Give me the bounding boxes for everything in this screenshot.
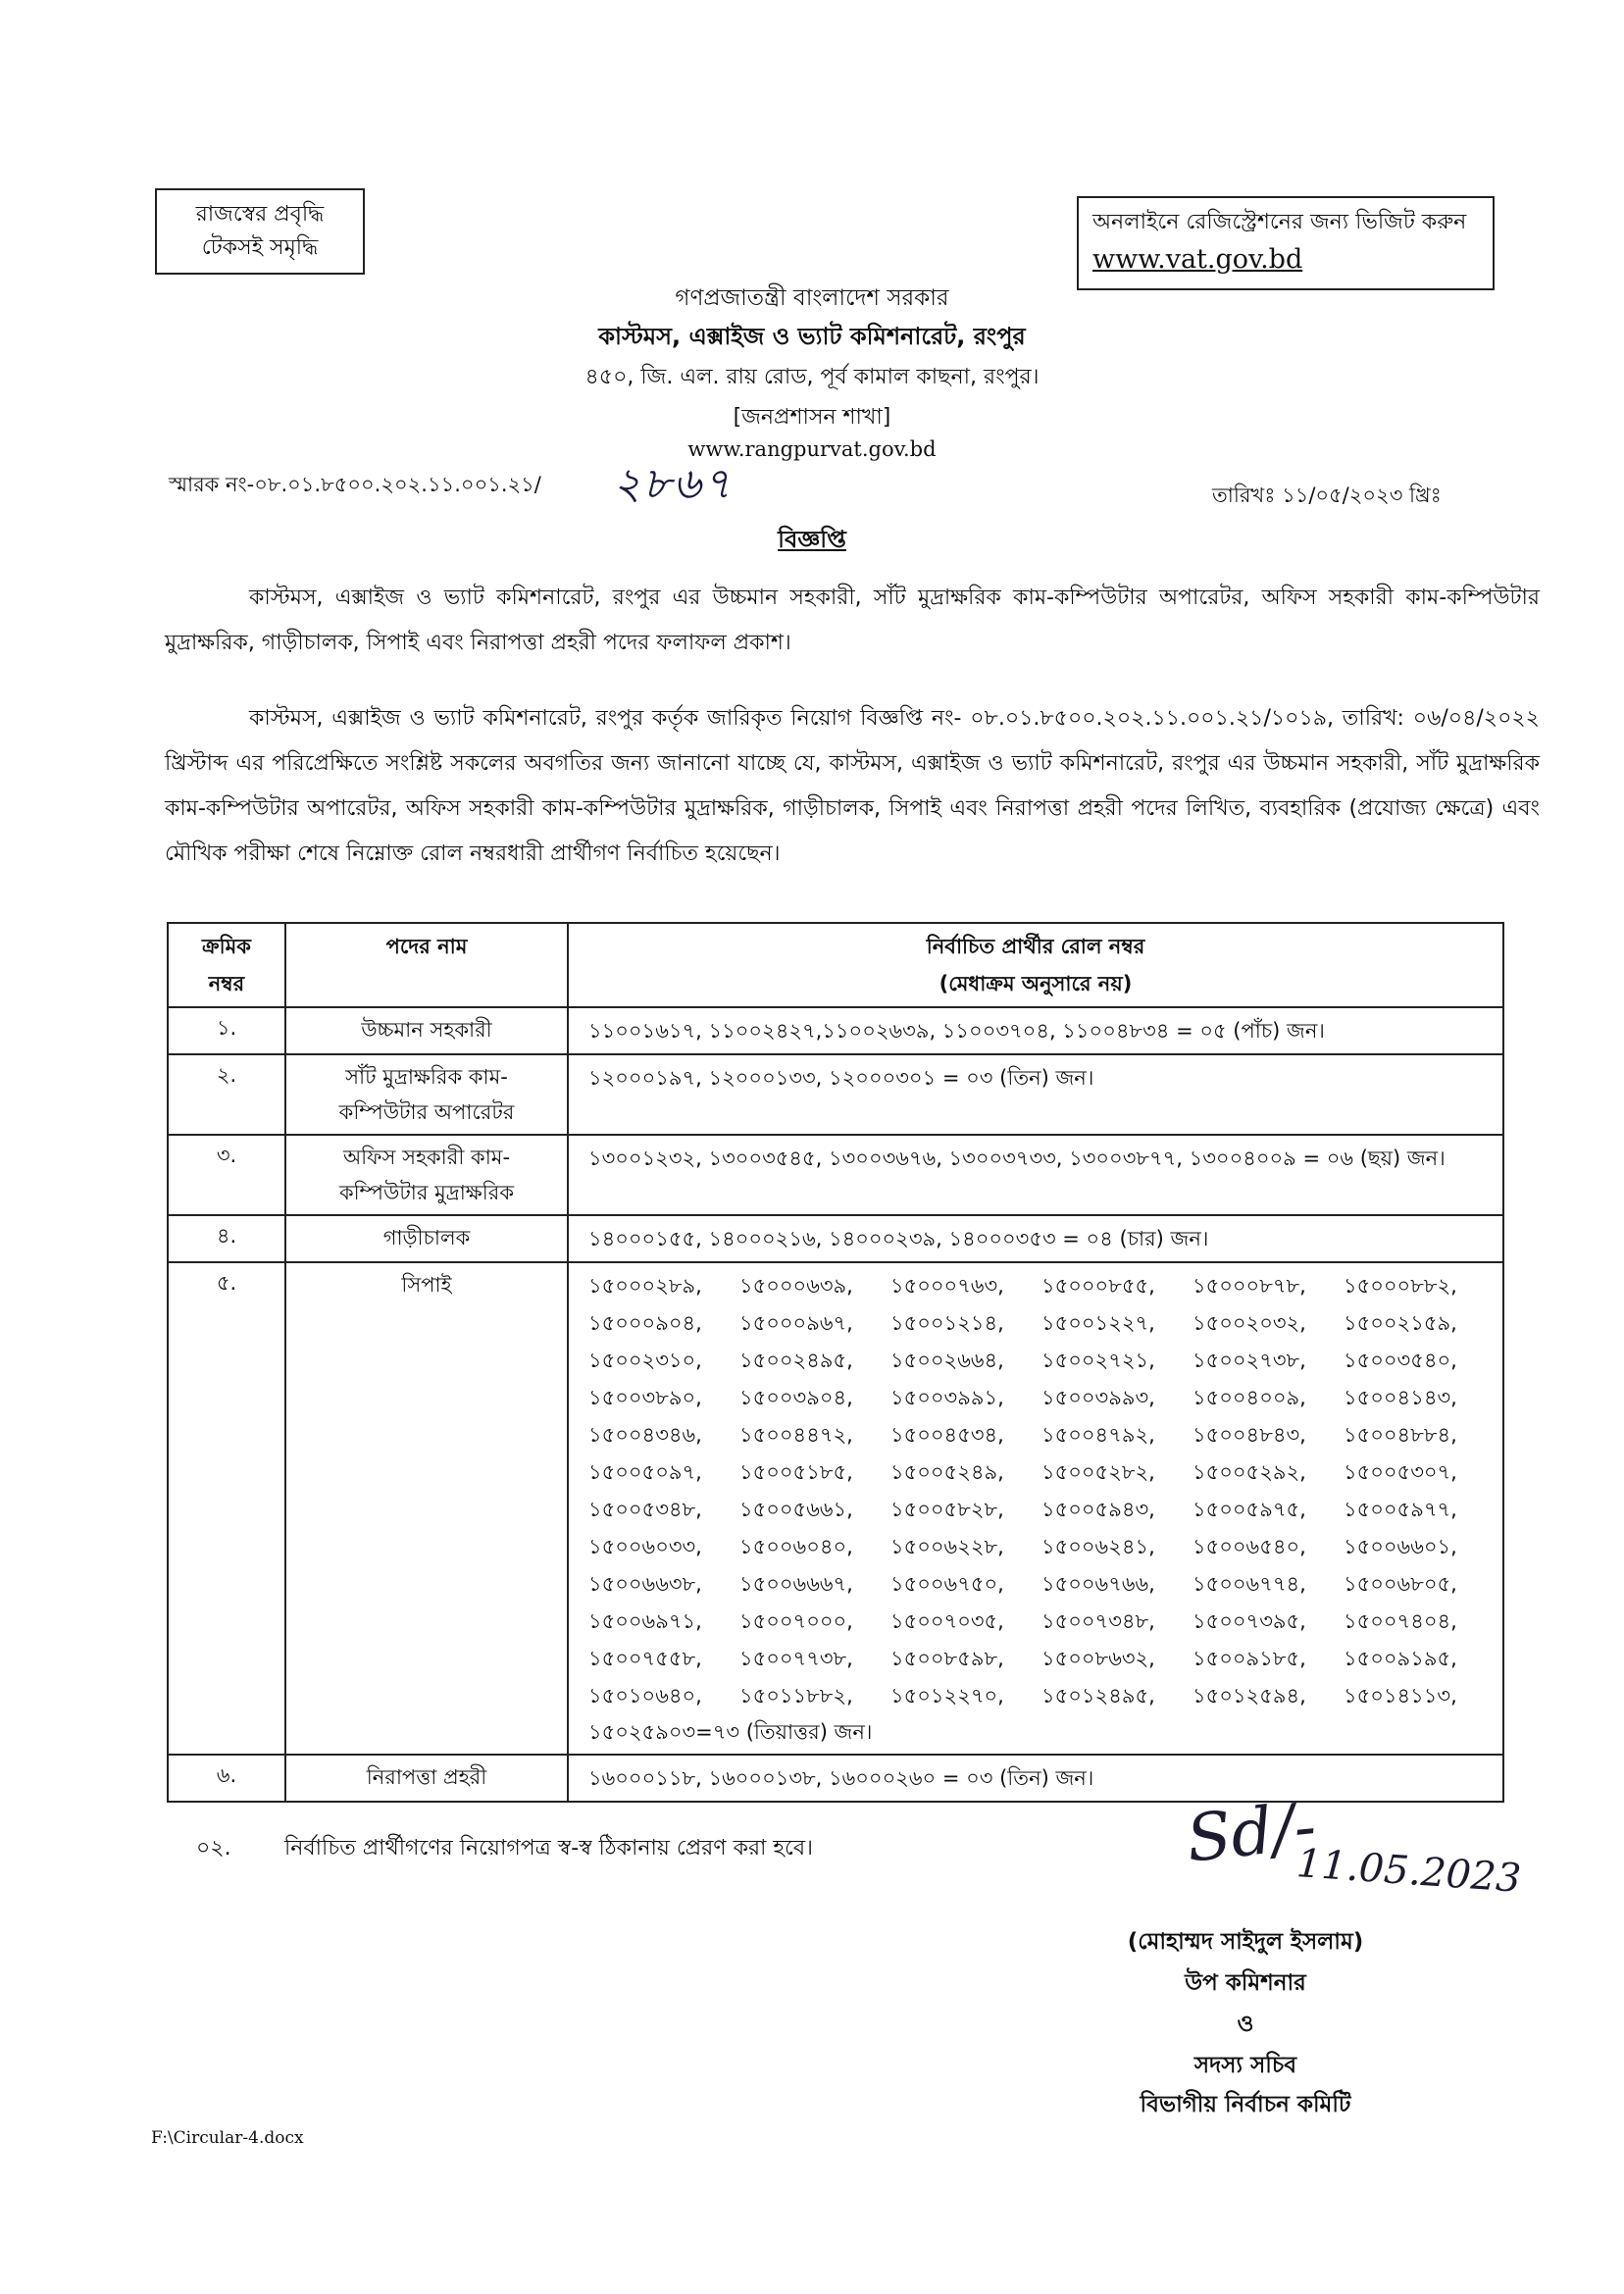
post-line-1: উচ্চমান সহকারী	[361, 1018, 492, 1042]
point-two-number: ০২.	[196, 1836, 231, 1861]
notice-title	[0, 522, 1624, 561]
roll-number: ১৫০০৪৭৯২,	[1041, 1423, 1155, 1447]
roll-number: ১৫০০৬০৩৩,	[588, 1535, 702, 1558]
roll-number: ১৫০০৭৩৪৮,	[1041, 1609, 1155, 1633]
roll-number: ১৫০০২৭৩৮,	[1193, 1349, 1306, 1372]
header-post	[285, 923, 568, 1007]
table-header-row	[168, 923, 1503, 1007]
roll-number: ১৫০০৮৬৩২,	[1041, 1647, 1155, 1670]
roll-number: ১৫০০৫২৯২,	[1193, 1460, 1306, 1484]
notice-title-text: বিজ্ঞপ্তি	[778, 526, 846, 553]
row-serial: ৩.	[168, 1135, 285, 1215]
roll-grid	[577, 1267, 1495, 1714]
memo-handwritten-number: ২৮৬৭	[613, 459, 734, 509]
table-row	[168, 1007, 1503, 1054]
roll-number: ১৫০০২৩১০,	[588, 1349, 702, 1372]
roll-number: ১৫০০২০৩২,	[1193, 1311, 1306, 1335]
row-post	[285, 1135, 568, 1215]
roll-number: ১৫০০২৭২১,	[1041, 1349, 1155, 1372]
roll-number: ১৫০১৪১১৩,	[1344, 1684, 1457, 1708]
roll-number: ১৫০০৭৪০৪,	[1344, 1609, 1457, 1633]
roll-list: ১৬০০০১১৮, ১৬০০০১৩৮, ১৬০০০২৬০ = ০৩ (তিন) জন।	[588, 1766, 1094, 1790]
roll-number: ১৫০০৫১৮৫,	[739, 1460, 853, 1484]
signatory-role: সদস্য সচিব	[1193, 2053, 1297, 2078]
roll-number: ১৫০০৯১৮৫,	[1193, 1647, 1306, 1670]
roll-number: ১৫০০৪৪৭২,	[739, 1423, 853, 1447]
roll-number: ১৫০০৭০০০,	[739, 1609, 853, 1633]
roll-number: ১৫০০৭৭৩৮,	[739, 1647, 853, 1670]
roll-number: ১৫০০৬৭৬৬,	[1041, 1572, 1155, 1596]
branch-name: [জনপ্রশাসন শাখা]	[733, 405, 891, 430]
roll-number: ১৫০০৪৩৪৬,	[588, 1423, 702, 1447]
row-serial: ১.	[168, 1007, 285, 1054]
header-serial-line-2: নম্বর	[208, 972, 245, 995]
roll-number: ১৫০০৬৬০১,	[1344, 1535, 1457, 1558]
roll-number: ১৫০০৬৮০৫,	[1344, 1572, 1457, 1596]
signatory-conjunction: ও	[1237, 2012, 1254, 2037]
row-serial: ৬.	[168, 1755, 285, 1802]
roll-number: ১৫০১০৬৪০,	[588, 1684, 702, 1708]
roll-number: ১৫০০৫৯৭৭,	[1344, 1498, 1457, 1521]
row-post	[285, 1007, 568, 1054]
post-line-1: নিরাপত্তা প্রহরী	[366, 1765, 487, 1789]
roll-number: ১৫০০৭৫৫৮,	[588, 1647, 702, 1670]
website-notice: অনলাইনে রেজিস্ট্রেশনের জন্য ভিজিট করুন	[1092, 210, 1467, 234]
row-post	[285, 1262, 568, 1755]
roll-number: ১৫০০৬২৪১,	[1041, 1535, 1155, 1558]
roll-number: ১৫০০৫২৪৯,	[890, 1460, 1004, 1484]
roll-number: ১৫০০৬৭৭৪,	[1193, 1572, 1306, 1596]
paragraph-subject: কাস্টমস, এক্সাইজ ও ভ্যাট কমিশনারেট, রংপুর এর উচ্চমান সহকারী, সাঁট মুদ্রাক্ষরিক কাম-কম্পিউটার অপারেটর, অফিস সহকারী কাম-কম্পিউটার মুদ্রাক্ষরিক, গাড়ীচালক, সিপাই এবং নিরাপত্তা প্রহরী পদের ফলাফল প্রকাশ।	[165, 586, 1540, 655]
row-serial: ২.	[168, 1054, 285, 1135]
roll-number: ১৫০০৩৯৯৩,	[1041, 1386, 1155, 1409]
roll-number: ১৫০০৪৮৪৩,	[1193, 1423, 1306, 1447]
memo-date: তারিখঃ ১১/০৫/২০২৩ খ্রিঃ	[1212, 484, 1442, 507]
roll-number: ১৫০১২২৭০,	[890, 1684, 1004, 1708]
office-address: ৪৫০, জি. এল. রায় রোড, পূর্ব কামাল কাছনা, রংপুর।	[584, 365, 1040, 389]
roll-number: ১৫০০৪০০৯,	[1193, 1386, 1306, 1409]
slogan-line-2: টেকসই সমৃদ্ধি	[201, 235, 319, 261]
roll-number: ১৫০০১২১৪,	[890, 1311, 1004, 1335]
roll-number: ১৫০০৬২২৮,	[890, 1535, 1004, 1558]
roll-number: ১৫০০৮৫৯৮,	[890, 1647, 1004, 1670]
slogan-line-1: রাজস্বের প্রবৃদ্ধি	[195, 202, 325, 227]
roll-number: ১৫০০৫৩৪৮,	[588, 1498, 702, 1521]
roll-number: ১৫০০০৭৬৩,	[890, 1274, 1004, 1298]
table-row	[168, 1262, 1503, 1755]
roll-number: ১৫০০৫৬৬১,	[739, 1498, 853, 1521]
roll-number: ১৫০০৪৫৩৪,	[890, 1423, 1004, 1447]
roll-number: ১৫০০৬০৪০,	[739, 1535, 853, 1558]
signatory-committee: বিভাগীয় নির্বাচন কমিটি	[1140, 2092, 1351, 2117]
header-serial	[168, 923, 285, 1007]
row-rolls	[568, 1007, 1503, 1054]
row-serial: ৫.	[168, 1262, 285, 1755]
roll-number: ১৫০০৫৮২৮,	[890, 1498, 1004, 1521]
roll-number: ১৫০০৬৫৪০,	[1193, 1535, 1306, 1558]
paragraph-body: কাস্টমস, এক্সাইজ ও ভ্যাট কমিশনারেট, রংপুর কর্তৃক জারিকৃত নিয়োগ বিজ্ঞপ্তি নং- ০৮.০১.৮৫০০.২০২.১১.০০১.২১/১০১৯, তারিখ: ০৬/০৪/২০২২ খ্রিস্টাব্দ এর পরিপ্রেক্ষিতে সংশ্লিষ্ট সকলের অবগতির জন্য জানানো যাচ্ছে যে, কাস্টমস, এক্সাইজ ও ভ্যাট কমিশনারেট, রংপুর এর উচ্চমান সহকারী, সাঁট মুদ্রাক্ষরিক কাম-কম্পিউটার অপারেটর, অফিস সহকারী কাম-কম্পিউটার মুদ্রাক্ষরিক, গাড়ীচালক, সিপাই এবং নিরাপত্তা প্রহরী পদের লিখিত, ব্যবহারিক (প্রযোজ্য ক্ষেত্রে) এবং মৌখিক পরীক্ষা শেষে নিম্নোক্ত রোল নম্বরধারী প্রার্থীগণ নির্বাচিত হয়েছেন।	[165, 706, 1540, 866]
signatory-title: উপ কমিশনার	[1185, 1970, 1306, 1996]
point-two	[196, 1831, 813, 1867]
roll-number: ১৫০০২৬৬৪,	[890, 1349, 1004, 1372]
post-line-2: কম্পিউটার অপারেটর	[338, 1100, 515, 1124]
roll-list: ১২০০০১৯৭, ১২০০০১৩৩, ১২০০০৩০১ = ০৩ (তিন) জন।	[588, 1066, 1094, 1090]
post-line-1: সিপাই	[401, 1273, 452, 1297]
row-post	[285, 1215, 568, 1262]
roll-number: ১৫০০৩৮৯০,	[588, 1386, 702, 1409]
header-rolls-line-2: (মেধাক্রম অনুসারে নয়)	[939, 972, 1133, 995]
roll-number: ১৫০০৬৭৫০,	[890, 1572, 1004, 1596]
roll-number: ১৫০০১২২৭,	[1041, 1311, 1155, 1335]
roll-number: ১৫০০৫০৯৭,	[588, 1460, 702, 1484]
roll-number: ১৫০০০৮৫৫,	[1041, 1274, 1155, 1298]
row-serial: ৪.	[168, 1215, 285, 1262]
roll-number: ১৫০০৫৩০৭,	[1344, 1460, 1457, 1484]
slogan-box	[155, 188, 365, 275]
signature-date: 11.05.2023	[1294, 1841, 1523, 1902]
roll-list: ১১০০১৬১৭, ১১০০২৪২৭,১১০০২৬৩৯, ১১০০৩৭০৪, ১১০০৪৮৩৪ = ০৫ (পাঁচ) জন।	[588, 1019, 1325, 1043]
header-rolls-line-1: নির্বাচিত প্রার্থীর রোল নম্বর	[926, 935, 1145, 958]
roll-number: ১৫০০৫২৮২,	[1041, 1460, 1155, 1484]
row-post	[285, 1755, 568, 1802]
post-line-1: অফিস সহকারী কাম-	[342, 1146, 511, 1169]
roll-number: ১৫০০৫৯৪৩,	[1041, 1498, 1155, 1521]
row-rolls	[568, 1215, 1503, 1262]
header-post-label: পদের নাম	[385, 935, 468, 958]
roll-number: ১৫০০০২৮৯,	[588, 1274, 702, 1298]
roll-number: ১৫০০২১৫৯,	[1344, 1311, 1457, 1335]
roll-number: ১৫০১১৮৮২,	[739, 1684, 853, 1708]
roll-number: ১৫০০৬৯৭১,	[588, 1609, 702, 1633]
roll-number: ১৫০০২৪৯৫,	[739, 1349, 853, 1372]
website-box	[1077, 196, 1495, 290]
roll-number: ১৫০১২৫৯৪,	[1193, 1684, 1306, 1708]
results-table	[167, 922, 1504, 1803]
roll-number: ১৫০০০৮৮২,	[1344, 1274, 1457, 1298]
roll-list: ১৪০০০১৫৫, ১৪০০০২১৬, ১৪০০০২৩৯, ১৪০০০৩৫৩ = ০৪ (চার) জন।	[588, 1227, 1209, 1250]
roll-number: ১৫০০০৬৩৯,	[739, 1274, 853, 1298]
roll-number: ১৫০০৭৩৯৫,	[1193, 1609, 1306, 1633]
roll-number: ১৫০০৩৯০৪,	[739, 1386, 853, 1409]
signatory-name: (মোহাম্মদ সাইদুল ইসলাম)	[1127, 1929, 1364, 1955]
row-rolls	[568, 1135, 1503, 1215]
website-link[interactable]: www.vat.gov.bd	[1092, 244, 1303, 276]
roll-list: ১৩০০১২৩২, ১৩০০৩৫৪৫, ১৩০০৩৬৭৬, ১৩০০৩৭৩৩, ১৩০০৩৮৭৭, ১৩০০৪০০৯ = ০৬ (ছয়) জন।	[588, 1147, 1446, 1170]
roll-number: ১৫০১২৪৯৫,	[1041, 1684, 1155, 1708]
header-serial-line-1: ক্রমিক	[202, 935, 251, 958]
roll-number: ১৫০০৯১৯৫,	[1344, 1647, 1457, 1670]
post-line-1: সাঁট মুদ্রাক্ষরিক কাম-	[345, 1065, 508, 1089]
roll-number: ১৫০০৩৫৪০,	[1344, 1349, 1457, 1372]
roll-number: ১৫০০৩৯৯১,	[890, 1386, 1004, 1409]
table-row	[168, 1215, 1503, 1262]
file-path: F:\Circular-4.docx	[151, 2128, 304, 2148]
row-rolls	[568, 1054, 1503, 1135]
office-name: কাস্টমস, এক্সাইজ ও ভ্যাট কমিশনারেট, রংপুর	[598, 323, 1026, 350]
roll-number: ১৫০০৬৬৩৮,	[588, 1572, 702, 1596]
post-line-2: কম্পিউটার মুদ্রাক্ষরিক	[338, 1181, 515, 1204]
post-line-1: গাড়ীচালক	[382, 1226, 471, 1249]
government-name: গণপ্রজাতন্ত্রী বাংলাদেশ সরকার	[675, 285, 949, 311]
roll-number: ১৫০০০৯৬৭,	[739, 1311, 853, 1335]
table-row	[168, 1135, 1503, 1215]
memo-number: স্মারক নং-০৮.০১.৮৫০০.২০২.১১.০০১.২১/	[169, 473, 541, 496]
row-rolls	[568, 1755, 1503, 1802]
roll-tail: ১৫০২৫৯০৩=৭৩ (তিয়াত্তর) জন।	[588, 1720, 873, 1744]
roll-number: ১৫০০৫৯৭৫,	[1193, 1498, 1306, 1521]
row-post	[285, 1054, 568, 1135]
header-rolls	[568, 923, 1503, 1007]
roll-number: ১৫০০৪১৪৩,	[1344, 1386, 1457, 1409]
office-website[interactable]: www.rangpurvat.gov.bd	[687, 437, 937, 461]
row-rolls	[568, 1262, 1503, 1755]
roll-number: ১৫০০০৮৭৮,	[1193, 1274, 1306, 1298]
handwritten-signature: Sd/-	[1183, 1788, 1320, 1877]
roll-number: ১৫০০০৯০৪,	[588, 1311, 702, 1335]
roll-number: ১৫০০৭০৩৫,	[890, 1609, 1004, 1633]
roll-number: ১৫০০৪৮৮৪,	[1344, 1423, 1457, 1447]
point-two-text: নির্বাচিত প্রার্থীগণের নিয়োগপত্র স্ব-স্ব ঠিকানায় প্রেরণ করা হবে।	[284, 1836, 813, 1861]
table-row	[168, 1054, 1503, 1135]
roll-number: ১৫০০৬৬৬৭,	[739, 1572, 853, 1596]
